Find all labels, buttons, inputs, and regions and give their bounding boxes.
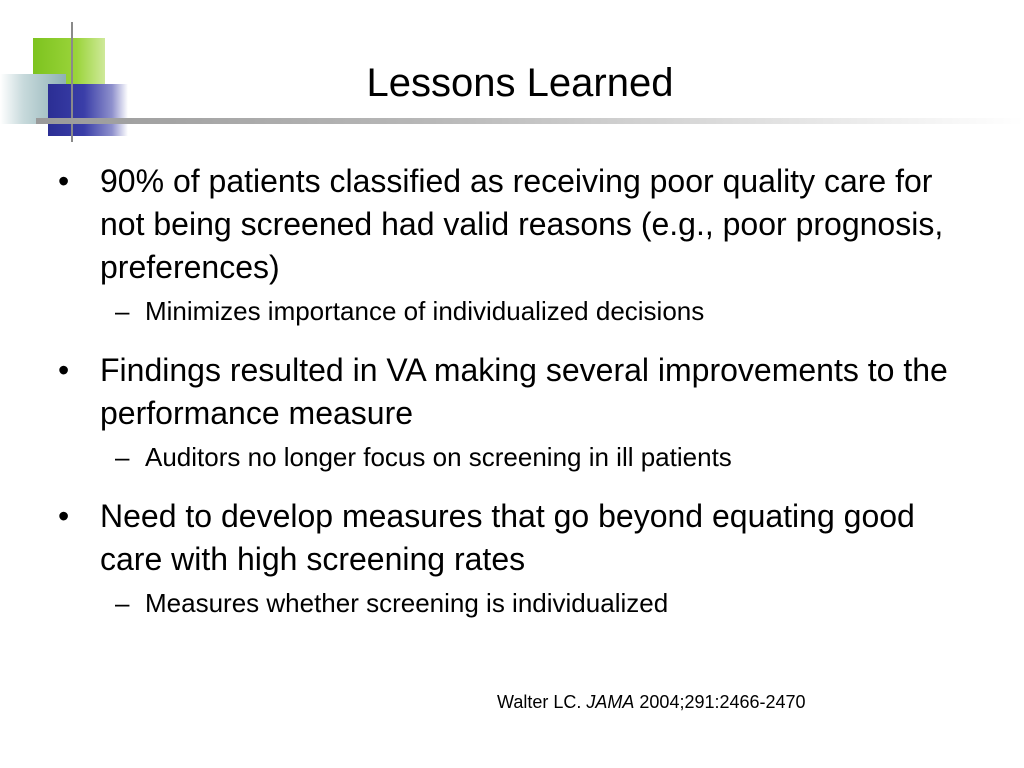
slide-content (58, 160, 958, 621)
bullet-marker: • (58, 498, 70, 534)
bullet-item (58, 495, 958, 581)
sub-bullet-text: Minimizes importance of individualized decisions (145, 296, 705, 326)
slide-title: Lessons Learned (366, 61, 674, 105)
title-rule (36, 118, 1024, 124)
citation-journal: JAMA (586, 692, 635, 712)
citation (497, 690, 806, 714)
bullet-text: 90% of patients classified as receiving poor quality care for not being screened had valid reasons (e.g., poor prognosis, preferences) (100, 163, 944, 285)
sub-bullet-item (58, 439, 958, 475)
sub-bullet-text: Auditors no longer focus on screening in ill patients (145, 442, 732, 472)
bullet-text: Findings resulted in VA making several improvements to the performance measure (100, 352, 948, 431)
bullet-text: Need to develop measures that go beyond equating good care with high screening rates (100, 498, 915, 577)
bullet-marker: • (58, 163, 70, 199)
citation-author: Walter LC. (497, 692, 582, 712)
bullet-marker: • (58, 352, 70, 388)
sub-bullet-marker: – (115, 442, 130, 472)
navy-square (48, 84, 128, 136)
sub-bullet-item (58, 293, 958, 329)
citation-details: 2004;291:2466-2470 (639, 692, 806, 712)
bullet-item (58, 160, 958, 289)
sub-bullet-marker: – (115, 588, 130, 618)
bullet-item (58, 349, 958, 435)
sub-bullet-item (58, 585, 958, 621)
sub-bullet-marker: – (115, 296, 130, 326)
sub-bullet-text: Measures whether screening is individualized (145, 588, 669, 618)
vertical-line (71, 22, 73, 142)
